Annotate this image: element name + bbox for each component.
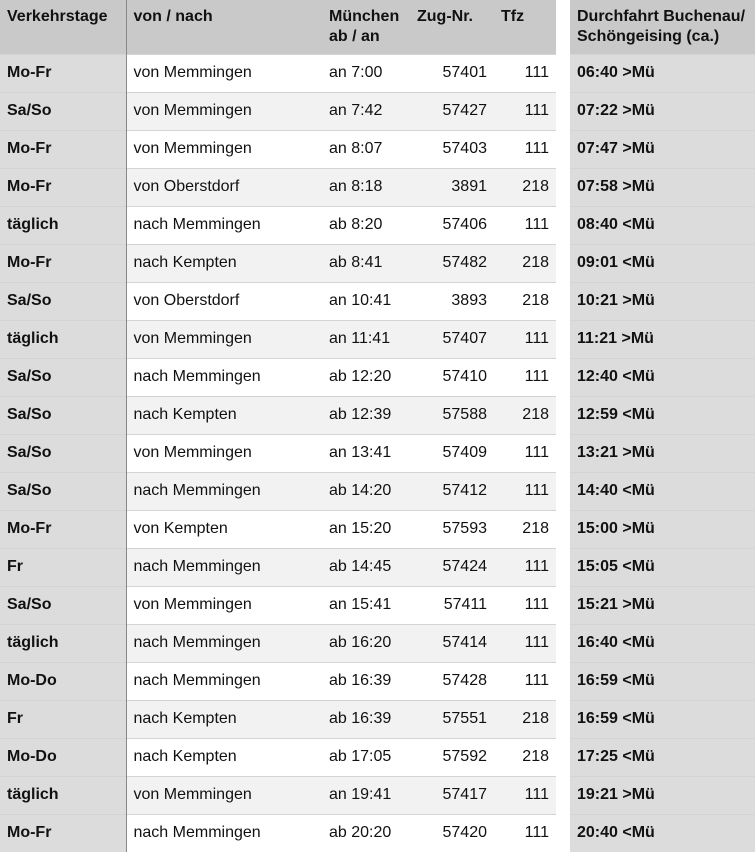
cell-days: Mo-Fr: [0, 168, 126, 206]
cell-days: Fr: [0, 548, 126, 586]
table-row: [0, 244, 755, 282]
cell-route: nach Memmingen: [126, 624, 322, 662]
header-pass-line2: Schöngeising (ca.): [577, 28, 720, 45]
cell-pass: 07:22 >Mü: [570, 92, 755, 130]
cell-loco: 111: [494, 206, 556, 244]
header-row: [0, 0, 755, 54]
header-munich: [322, 0, 410, 54]
cell-route: von Kempten: [126, 510, 322, 548]
cell-loco: 111: [494, 320, 556, 358]
cell-route: nach Kempten: [126, 396, 322, 434]
cell-days: täglich: [0, 206, 126, 244]
cell-train-no: 57401: [410, 54, 494, 92]
cell-train-no: 3891: [410, 168, 494, 206]
cell-pass: 16:40 <Mü: [570, 624, 755, 662]
cell-loco: 111: [494, 548, 556, 586]
column-gap: [556, 396, 570, 434]
cell-pass: 09:01 <Mü: [570, 244, 755, 282]
timetable-body: [0, 54, 755, 852]
table-row: [0, 54, 755, 92]
cell-days: täglich: [0, 624, 126, 662]
cell-pass: 11:21 >Mü: [570, 320, 755, 358]
cell-pass: 07:58 >Mü: [570, 168, 755, 206]
cell-munich: ab 16:39: [322, 662, 410, 700]
cell-route: von Oberstdorf: [126, 282, 322, 320]
header-munich-line2: ab / an: [329, 28, 380, 45]
cell-train-no: 57412: [410, 472, 494, 510]
cell-pass: 15:00 >Mü: [570, 510, 755, 548]
cell-route: von Oberstdorf: [126, 168, 322, 206]
column-gap: [556, 662, 570, 700]
cell-days: täglich: [0, 320, 126, 358]
cell-munich: an 13:41: [322, 434, 410, 472]
cell-route: von Memmingen: [126, 320, 322, 358]
cell-pass: 16:59 <Mü: [570, 662, 755, 700]
cell-loco: 111: [494, 662, 556, 700]
cell-days: Mo-Fr: [0, 244, 126, 282]
cell-days: Sa/So: [0, 586, 126, 624]
cell-train-no: 57588: [410, 396, 494, 434]
cell-loco: 111: [494, 434, 556, 472]
cell-days: Sa/So: [0, 282, 126, 320]
cell-pass: 14:40 <Mü: [570, 472, 755, 510]
cell-days: Sa/So: [0, 358, 126, 396]
table-row: [0, 396, 755, 434]
header-route: von / nach: [126, 0, 322, 54]
cell-train-no: 57414: [410, 624, 494, 662]
cell-train-no: 57593: [410, 510, 494, 548]
cell-pass: 13:21 >Mü: [570, 434, 755, 472]
cell-loco: 218: [494, 700, 556, 738]
cell-pass: 15:21 >Mü: [570, 586, 755, 624]
header-pass-line1: Durchfahrt Buchenau/: [577, 8, 746, 25]
table-row: [0, 662, 755, 700]
cell-loco: 111: [494, 92, 556, 130]
cell-munich: ab 8:20: [322, 206, 410, 244]
cell-munich: ab 14:45: [322, 548, 410, 586]
cell-pass: 15:05 <Mü: [570, 548, 755, 586]
cell-train-no: 57406: [410, 206, 494, 244]
cell-pass: 17:25 <Mü: [570, 738, 755, 776]
cell-pass: 16:59 <Mü: [570, 700, 755, 738]
table-row: [0, 358, 755, 396]
cell-route: von Memmingen: [126, 54, 322, 92]
cell-loco: 111: [494, 472, 556, 510]
table-row: [0, 92, 755, 130]
table-row: [0, 700, 755, 738]
cell-train-no: 57417: [410, 776, 494, 814]
cell-munich: ab 12:20: [322, 358, 410, 396]
column-gap: [556, 738, 570, 776]
cell-pass: 12:40 <Mü: [570, 358, 755, 396]
table-row: [0, 434, 755, 472]
cell-munich: an 10:41: [322, 282, 410, 320]
cell-munich: ab 17:05: [322, 738, 410, 776]
cell-days: Fr: [0, 700, 126, 738]
cell-pass: 07:47 >Mü: [570, 130, 755, 168]
cell-route: nach Memmingen: [126, 662, 322, 700]
cell-pass: 06:40 >Mü: [570, 54, 755, 92]
column-gap: [556, 0, 570, 54]
cell-days: täglich: [0, 776, 126, 814]
cell-train-no: 3893: [410, 282, 494, 320]
cell-train-no: 57407: [410, 320, 494, 358]
cell-loco: 111: [494, 54, 556, 92]
cell-route: von Memmingen: [126, 92, 322, 130]
cell-route: nach Memmingen: [126, 206, 322, 244]
column-gap: [556, 244, 570, 282]
cell-munich: an 7:00: [322, 54, 410, 92]
cell-train-no: 57551: [410, 700, 494, 738]
table-row: [0, 624, 755, 662]
cell-pass: 10:21 >Mü: [570, 282, 755, 320]
cell-munich: ab 8:41: [322, 244, 410, 282]
cell-route: von Memmingen: [126, 434, 322, 472]
cell-pass: 20:40 <Mü: [570, 814, 755, 852]
column-gap: [556, 92, 570, 130]
table-row: [0, 586, 755, 624]
column-gap: [556, 54, 570, 92]
cell-loco: 111: [494, 624, 556, 662]
cell-munich: an 11:41: [322, 320, 410, 358]
header-train-no: Zug-Nr.: [410, 0, 494, 54]
cell-train-no: 57403: [410, 130, 494, 168]
cell-train-no: 57424: [410, 548, 494, 586]
table-row: [0, 206, 755, 244]
cell-munich: ab 12:39: [322, 396, 410, 434]
cell-days: Mo-Fr: [0, 814, 126, 852]
cell-loco: 111: [494, 814, 556, 852]
cell-route: nach Memmingen: [126, 548, 322, 586]
column-gap: [556, 130, 570, 168]
cell-pass: 08:40 <Mü: [570, 206, 755, 244]
cell-route: nach Memmingen: [126, 472, 322, 510]
cell-munich: an 15:20: [322, 510, 410, 548]
cell-munich: an 19:41: [322, 776, 410, 814]
cell-route: von Memmingen: [126, 130, 322, 168]
cell-munich: an 15:41: [322, 586, 410, 624]
cell-train-no: 57592: [410, 738, 494, 776]
cell-train-no: 57427: [410, 92, 494, 130]
table-row: [0, 510, 755, 548]
cell-train-no: 57410: [410, 358, 494, 396]
cell-pass: 12:59 <Mü: [570, 396, 755, 434]
cell-pass: 19:21 >Mü: [570, 776, 755, 814]
cell-route: nach Memmingen: [126, 358, 322, 396]
cell-loco: 111: [494, 586, 556, 624]
cell-munich: ab 20:20: [322, 814, 410, 852]
column-gap: [556, 168, 570, 206]
cell-loco: 218: [494, 738, 556, 776]
table-row: [0, 282, 755, 320]
cell-munich: an 8:07: [322, 130, 410, 168]
table-row: [0, 814, 755, 852]
table-row: [0, 548, 755, 586]
cell-days: Sa/So: [0, 472, 126, 510]
column-gap: [556, 358, 570, 396]
cell-loco: 218: [494, 282, 556, 320]
cell-train-no: 57409: [410, 434, 494, 472]
table-row: [0, 320, 755, 358]
cell-train-no: 57420: [410, 814, 494, 852]
cell-loco: 218: [494, 510, 556, 548]
cell-route: von Memmingen: [126, 586, 322, 624]
cell-munich: ab 16:39: [322, 700, 410, 738]
cell-loco: 218: [494, 168, 556, 206]
header-days: Verkehrstage: [0, 0, 126, 54]
cell-munich: an 7:42: [322, 92, 410, 130]
cell-loco: 218: [494, 244, 556, 282]
table-row: [0, 168, 755, 206]
cell-days: Mo-Do: [0, 738, 126, 776]
cell-days: Sa/So: [0, 92, 126, 130]
header-loco: Tfz: [494, 0, 556, 54]
cell-loco: 111: [494, 358, 556, 396]
table-row: [0, 776, 755, 814]
column-gap: [556, 624, 570, 662]
cell-days: Mo-Fr: [0, 130, 126, 168]
cell-days: Mo-Fr: [0, 54, 126, 92]
cell-days: Sa/So: [0, 396, 126, 434]
column-gap: [556, 472, 570, 510]
cell-route: nach Kempten: [126, 244, 322, 282]
column-gap: [556, 700, 570, 738]
column-gap: [556, 548, 570, 586]
column-gap: [556, 434, 570, 472]
cell-days: Mo-Fr: [0, 510, 126, 548]
column-gap: [556, 776, 570, 814]
column-gap: [556, 282, 570, 320]
header-pass: [570, 0, 755, 54]
cell-route: nach Kempten: [126, 738, 322, 776]
table-row: [0, 130, 755, 168]
header-munich-line1: München: [329, 8, 400, 25]
column-gap: [556, 320, 570, 358]
cell-munich: an 8:18: [322, 168, 410, 206]
cell-loco: 218: [494, 396, 556, 434]
cell-loco: 111: [494, 130, 556, 168]
cell-days: Mo-Do: [0, 662, 126, 700]
cell-route: von Memmingen: [126, 776, 322, 814]
cell-train-no: 57482: [410, 244, 494, 282]
column-gap: [556, 586, 570, 624]
cell-train-no: 57411: [410, 586, 494, 624]
cell-munich: ab 16:20: [322, 624, 410, 662]
column-gap: [556, 206, 570, 244]
cell-route: nach Memmingen: [126, 814, 322, 852]
cell-loco: 111: [494, 776, 556, 814]
column-gap: [556, 814, 570, 852]
cell-munich: ab 14:20: [322, 472, 410, 510]
cell-days: Sa/So: [0, 434, 126, 472]
cell-route: nach Kempten: [126, 700, 322, 738]
table-row: [0, 738, 755, 776]
cell-train-no: 57428: [410, 662, 494, 700]
table-row: [0, 472, 755, 510]
column-gap: [556, 510, 570, 548]
